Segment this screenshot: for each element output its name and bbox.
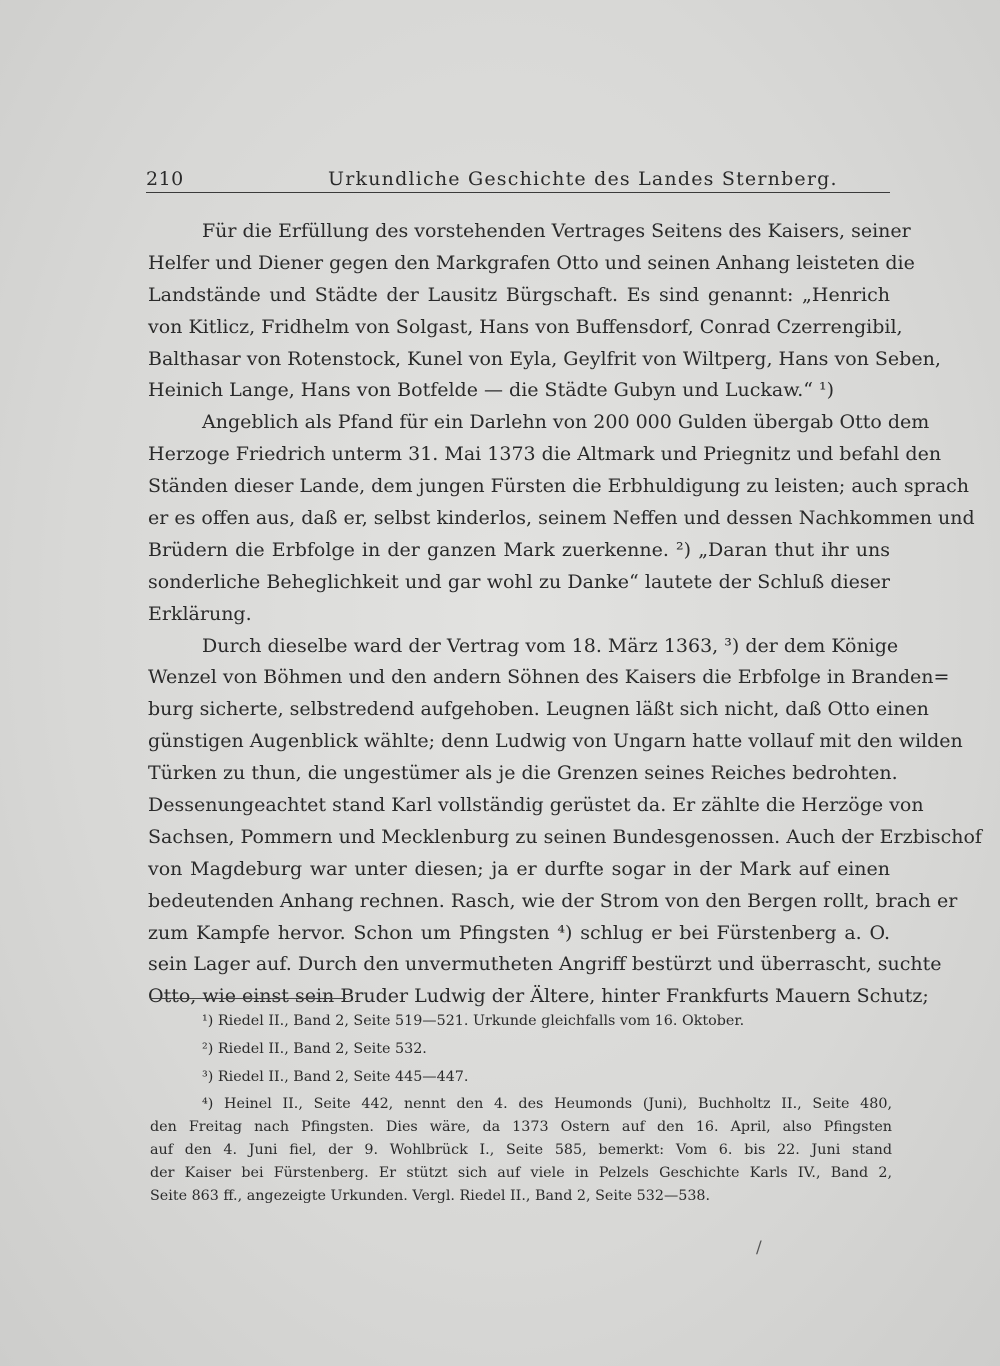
body-line: Heinich Lange, Hans von Botfelde — die Städte Gubyn und Luckaw.“ ¹)	[148, 379, 835, 402]
body-line: sonderliche Beheglichkeit und gar wohl zu Danke“ lautete der Schluß dieser	[148, 570, 890, 593]
body-line: zum Kampfe hervor. Schon um Pfingsten ⁴) schlug er bei Fürstenberg a. O.	[148, 921, 890, 944]
body-line: Otto, wie einst sein Bruder Ludwig der Ältere, hinter Frankfurts Mauern Schutz;	[148, 985, 929, 1008]
footnote-continuation: auf den 4. Juni fiel, der 9. Wohlbrück I., Seite 585, bemerkt: Vom 6. bis 22. Juni stand	[150, 1141, 892, 1158]
body-line: er es offen aus, daß er, selbst kinderlos, seinem Neffen und dessen Nachkommen und	[148, 507, 975, 530]
body-line: Balthasar von Rotenstock, Kunel von Eyla, Geylfrit von Wiltperg, Hans von Seben,	[148, 347, 941, 370]
body-line: Für die Erfüllung des vorstehenden Vertrages Seitens des Kaisers, seiner	[202, 220, 911, 242]
body-line: burg sicherte, selbstredend aufgehoben. Leugnen läßt sich nicht, daß Otto einen	[148, 698, 929, 721]
body-line: günstigen Augenblick wählte; denn Ludwig von Ungarn hatte vollauf mit den wilden	[148, 730, 963, 753]
body-line: von Magdeburg war unter diesen; ja er durfte sogar in der Mark auf einen	[148, 857, 890, 880]
body-line: Sachsen, Pommern und Mecklenburg zu seinen Bundesgenossen. Auch der Erzbischof	[148, 825, 982, 848]
stray-pencil-mark: /	[756, 1238, 762, 1258]
body-line: Türken zu thun, die ungestümer als je die Grenzen seines Reiches bedrohten.	[148, 762, 898, 785]
body-line: Helfer und Diener gegen den Markgrafen Otto und seinen Anhang leisteten die	[148, 251, 915, 274]
body-line: von Kitlicz, Fridhelm von Solgast, Hans von Buffensdorf, Conrad Czerrengibil,	[148, 315, 903, 338]
body-line: Herzoge Friedrich unterm 31. Mai 1373 die Altmark und Priegnitz und befahl den	[148, 443, 942, 466]
body-line: Dessenungeachtet stand Karl vollständig gerüstet da. Er zählte die Herzöge von	[148, 794, 924, 817]
footnote: ²) Riedel II., Band 2, Seite 532.	[202, 1040, 427, 1057]
running-header	[146, 168, 890, 193]
body-line: sein Lager auf. Durch den unvermutheten Angriff bestürzt und überrascht, suchte	[148, 953, 942, 976]
body-text	[148, 216, 982, 1013]
body-line: Angeblich als Pfand für ein Darlehn von 200 000 Gulden übergab Otto dem	[202, 411, 930, 434]
footnote: ³) Riedel II., Band 2, Seite 445—447.	[202, 1068, 469, 1085]
footnote-continuation: den Freitag nach Pfingsten. Dies wäre, da 1373 Ostern auf den 16. April, also Pfingsten	[150, 1119, 892, 1136]
page-number: 210	[146, 168, 184, 190]
footnote-continuation: Seite 863 ff., angezeigte Urkunden. Vergl. Riedel II., Band 2, Seite 532—538.	[150, 1187, 711, 1204]
footnote-divider	[150, 998, 346, 999]
body-line: Brüdern die Erbfolge in der ganzen Mark zuerkenne. ²) „Daran thut ihr uns	[148, 538, 890, 561]
body-line: Durch dieselbe ward der Vertrag vom 18. März 1363, ³) der dem Könige	[202, 634, 899, 657]
body-line: bedeutenden Anhang rechnen. Rasch, wie der Strom von den Bergen rollt, brach er	[148, 889, 958, 912]
footnote: ¹) Riedel II., Band 2, Seite 519—521. Urkunde gleichfalls vom 16. Oktober.	[202, 1013, 745, 1029]
running-title: Urkundliche Geschichte des Landes Sternberg.	[328, 168, 838, 190]
body-line: Ständen dieser Lande, dem jungen Fürsten die Erbhuldigung zu leisten; auch sprach	[148, 475, 970, 498]
footnote: ⁴) Heinel II., Seite 442, nennt den 4. des Heumonds (Juni), Buchholtz II., Seite 480,	[202, 1096, 892, 1113]
body-line: Wenzel von Böhmen und den andern Söhnen des Kaisers die Erbfolge in Branden=	[148, 666, 950, 689]
footnotes	[150, 1010, 892, 1207]
footnote-continuation: der Kaiser bei Fürstenberg. Er stützt sich auf viele in Pelzels Geschichte Karls IV., Band 2,	[150, 1164, 892, 1181]
body-line: Landstände und Städte der Lausitz Bürgschaft. Es sind genannt: „Henrich	[148, 283, 890, 306]
body-line: Erklärung.	[148, 602, 252, 625]
